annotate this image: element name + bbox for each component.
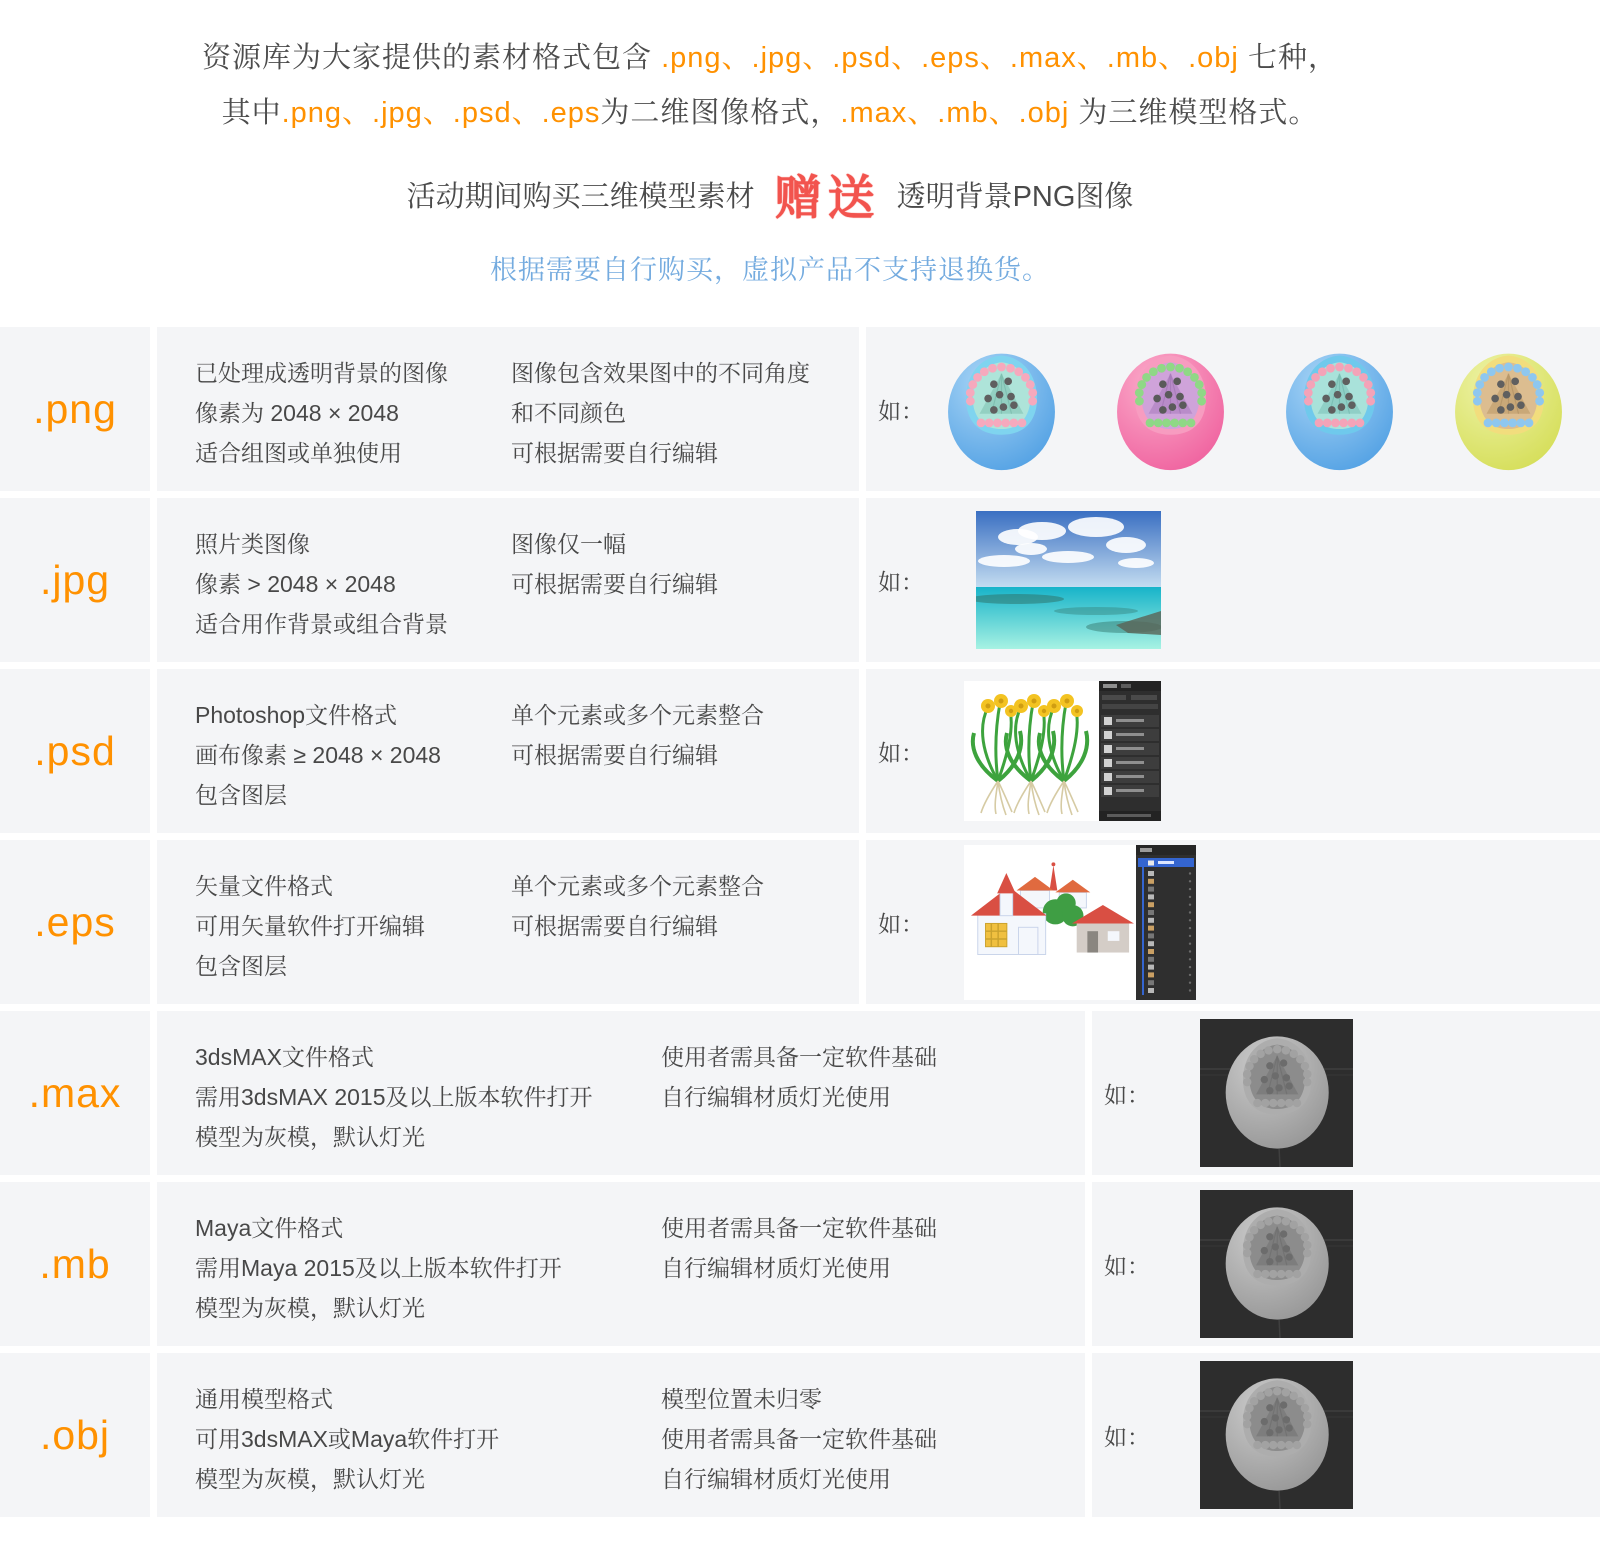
desc-line: 需用Maya 2015及以上版本软件打开 xyxy=(195,1255,562,1281)
desc-line: 模型为灰模，默认灯光 xyxy=(195,1466,425,1492)
desc-png xyxy=(157,327,859,491)
desc-col1 xyxy=(195,353,511,491)
desc-line: 模型位置未归零 xyxy=(661,1386,822,1412)
row-obj xyxy=(0,1353,1600,1517)
desc-line: 包含图层 xyxy=(195,953,287,979)
format-label-obj: .obj xyxy=(0,1353,150,1517)
intro-line2-mid: 为二维图像格式， xyxy=(600,97,841,129)
desc-line: Photoshop文件格式 xyxy=(195,702,397,728)
example-mb xyxy=(1092,1182,1600,1346)
format-label-eps: .eps xyxy=(0,840,150,1004)
desc-line: 包含图层 xyxy=(195,782,287,808)
intro-header xyxy=(0,0,1540,287)
desc-line: 自行编辑材质灯光使用 xyxy=(661,1084,891,1110)
desc-line: 像素为 2048 × 2048 xyxy=(195,400,399,426)
example-png xyxy=(866,327,1600,491)
row-psd xyxy=(0,669,1600,833)
example-label: 如： xyxy=(1104,1081,1150,1108)
desc-line: 可根据需要自行编辑 xyxy=(511,571,718,597)
example-label: 如： xyxy=(1104,1423,1150,1450)
format-label-max: .max xyxy=(0,1011,150,1175)
purchase-notice: 根据需要自行购买，虚拟产品不支持退换货。 xyxy=(490,255,1050,285)
desc-line: 像素 > 2048 × 2048 xyxy=(195,571,396,597)
example-label: 如： xyxy=(878,568,924,595)
gift-badge: 赠送 xyxy=(774,170,881,226)
row-mb xyxy=(0,1182,1600,1346)
mb-sample-render xyxy=(1200,1190,1353,1338)
example-label: 如： xyxy=(878,739,924,766)
desc-col2 xyxy=(511,524,859,662)
example-jpg xyxy=(866,498,1600,662)
format-label-jpg: .jpg xyxy=(0,498,150,662)
desc-line: 可根据需要自行编辑 xyxy=(511,913,718,939)
desc-jpg xyxy=(157,498,859,662)
formats-3d-inline: .max、.mb、.obj xyxy=(840,97,1070,129)
desc-line: 已处理成透明背景的图像 xyxy=(195,360,448,386)
desc-line: 可用矢量软件打开编辑 xyxy=(195,913,425,939)
desc-line: 画布像素 ≥ 2048 × 2048 xyxy=(195,742,441,768)
psd-sample-image xyxy=(964,681,1161,821)
example-psd xyxy=(866,669,1600,833)
desc-col2 xyxy=(511,353,859,491)
desc-line: 可用3dsMAX或Maya软件打开 xyxy=(195,1426,500,1452)
row-png xyxy=(0,327,1600,491)
format-label-png: .png xyxy=(0,327,150,491)
intro-line1-text: 资源库为大家提供的素材格式包含 xyxy=(202,42,662,74)
row-jpg xyxy=(0,498,1600,662)
intro-line2-tail: 为三维模型格式。 xyxy=(1069,97,1319,129)
desc-line: Maya文件格式 xyxy=(195,1215,344,1241)
desc-line: 矢量文件格式 xyxy=(195,873,333,899)
png-sample-images xyxy=(944,346,1566,472)
intro-line2-text: 其中 xyxy=(221,97,282,129)
desc-line: 可根据需要自行编辑 xyxy=(511,440,718,466)
desc-line: 单个元素或多个元素整合 xyxy=(511,702,764,728)
jpg-sample-photo xyxy=(976,511,1161,649)
formats-2d-inline: .png、.jpg、.psd、.eps xyxy=(281,97,601,129)
format-table xyxy=(0,327,1600,1517)
desc-line: 3dsMAX文件格式 xyxy=(195,1044,374,1070)
example-label: 如： xyxy=(878,910,924,937)
desc-line: 可根据需要自行编辑 xyxy=(511,742,718,768)
desc-psd xyxy=(157,669,859,833)
desc-line: 使用者需具备一定软件基础 xyxy=(661,1215,937,1241)
desc-eps xyxy=(157,840,859,1004)
desc-col1 xyxy=(195,695,511,833)
desc-line: 照片类图像 xyxy=(195,531,310,557)
example-max xyxy=(1092,1011,1600,1175)
intro-line-1 xyxy=(0,44,1540,73)
desc-line: 适合组图或单独使用 xyxy=(195,440,402,466)
desc-mb xyxy=(157,1182,1085,1346)
desc-line: 图像仅一幅 xyxy=(511,531,626,557)
example-eps xyxy=(866,840,1600,1004)
eps-sample-image xyxy=(964,845,1196,1000)
desc-line: 和不同颜色 xyxy=(511,400,626,426)
desc-line: 自行编辑材质灯光使用 xyxy=(661,1466,891,1492)
row-eps xyxy=(0,840,1600,1004)
desc-col2 xyxy=(511,866,859,1004)
desc-max xyxy=(157,1011,1085,1175)
intro-line1-tail: 七种， xyxy=(1238,42,1338,74)
desc-col1 xyxy=(195,866,511,1004)
format-list-inline: .png、.jpg、.psd、.eps、.max、.mb、.obj xyxy=(661,42,1239,74)
row-max xyxy=(0,1011,1600,1175)
desc-col2 xyxy=(511,695,859,833)
format-label-psd: .psd xyxy=(0,669,150,833)
desc-line: 通用模型格式 xyxy=(195,1386,333,1412)
desc-col1 xyxy=(195,1379,661,1517)
desc-col1 xyxy=(195,524,511,662)
desc-line: 需用3dsMAX 2015及以上版本软件打开 xyxy=(195,1084,593,1110)
desc-col2 xyxy=(661,1379,1085,1517)
desc-col2 xyxy=(661,1037,1085,1175)
example-obj xyxy=(1092,1353,1600,1517)
intro-line-2 xyxy=(0,99,1540,128)
desc-line: 自行编辑材质灯光使用 xyxy=(661,1255,891,1281)
desc-line: 模型为灰模，默认灯光 xyxy=(195,1295,425,1321)
desc-line: 图像包含效果图中的不同角度 xyxy=(511,360,810,386)
desc-col2 xyxy=(661,1208,1085,1346)
desc-line: 使用者需具备一定软件基础 xyxy=(661,1044,937,1070)
example-label: 如： xyxy=(878,397,924,424)
promo-line xyxy=(0,164,1540,224)
desc-obj xyxy=(157,1353,1085,1517)
desc-line: 适合用作背景或组合背景 xyxy=(195,611,448,637)
desc-col1 xyxy=(195,1208,661,1346)
max-sample-render xyxy=(1200,1019,1353,1167)
desc-line: 模型为灰模，默认灯光 xyxy=(195,1124,425,1150)
promo-text-left: 活动期间购买三维模型素材 xyxy=(406,180,755,213)
desc-col1 xyxy=(195,1037,661,1175)
obj-sample-render xyxy=(1200,1361,1353,1509)
desc-line: 使用者需具备一定软件基础 xyxy=(661,1426,937,1452)
example-label: 如： xyxy=(1104,1252,1150,1279)
format-label-mb: .mb xyxy=(0,1182,150,1346)
promo-text-right: 透明背景PNG图像 xyxy=(896,180,1134,213)
desc-line: 单个元素或多个元素整合 xyxy=(511,873,764,899)
